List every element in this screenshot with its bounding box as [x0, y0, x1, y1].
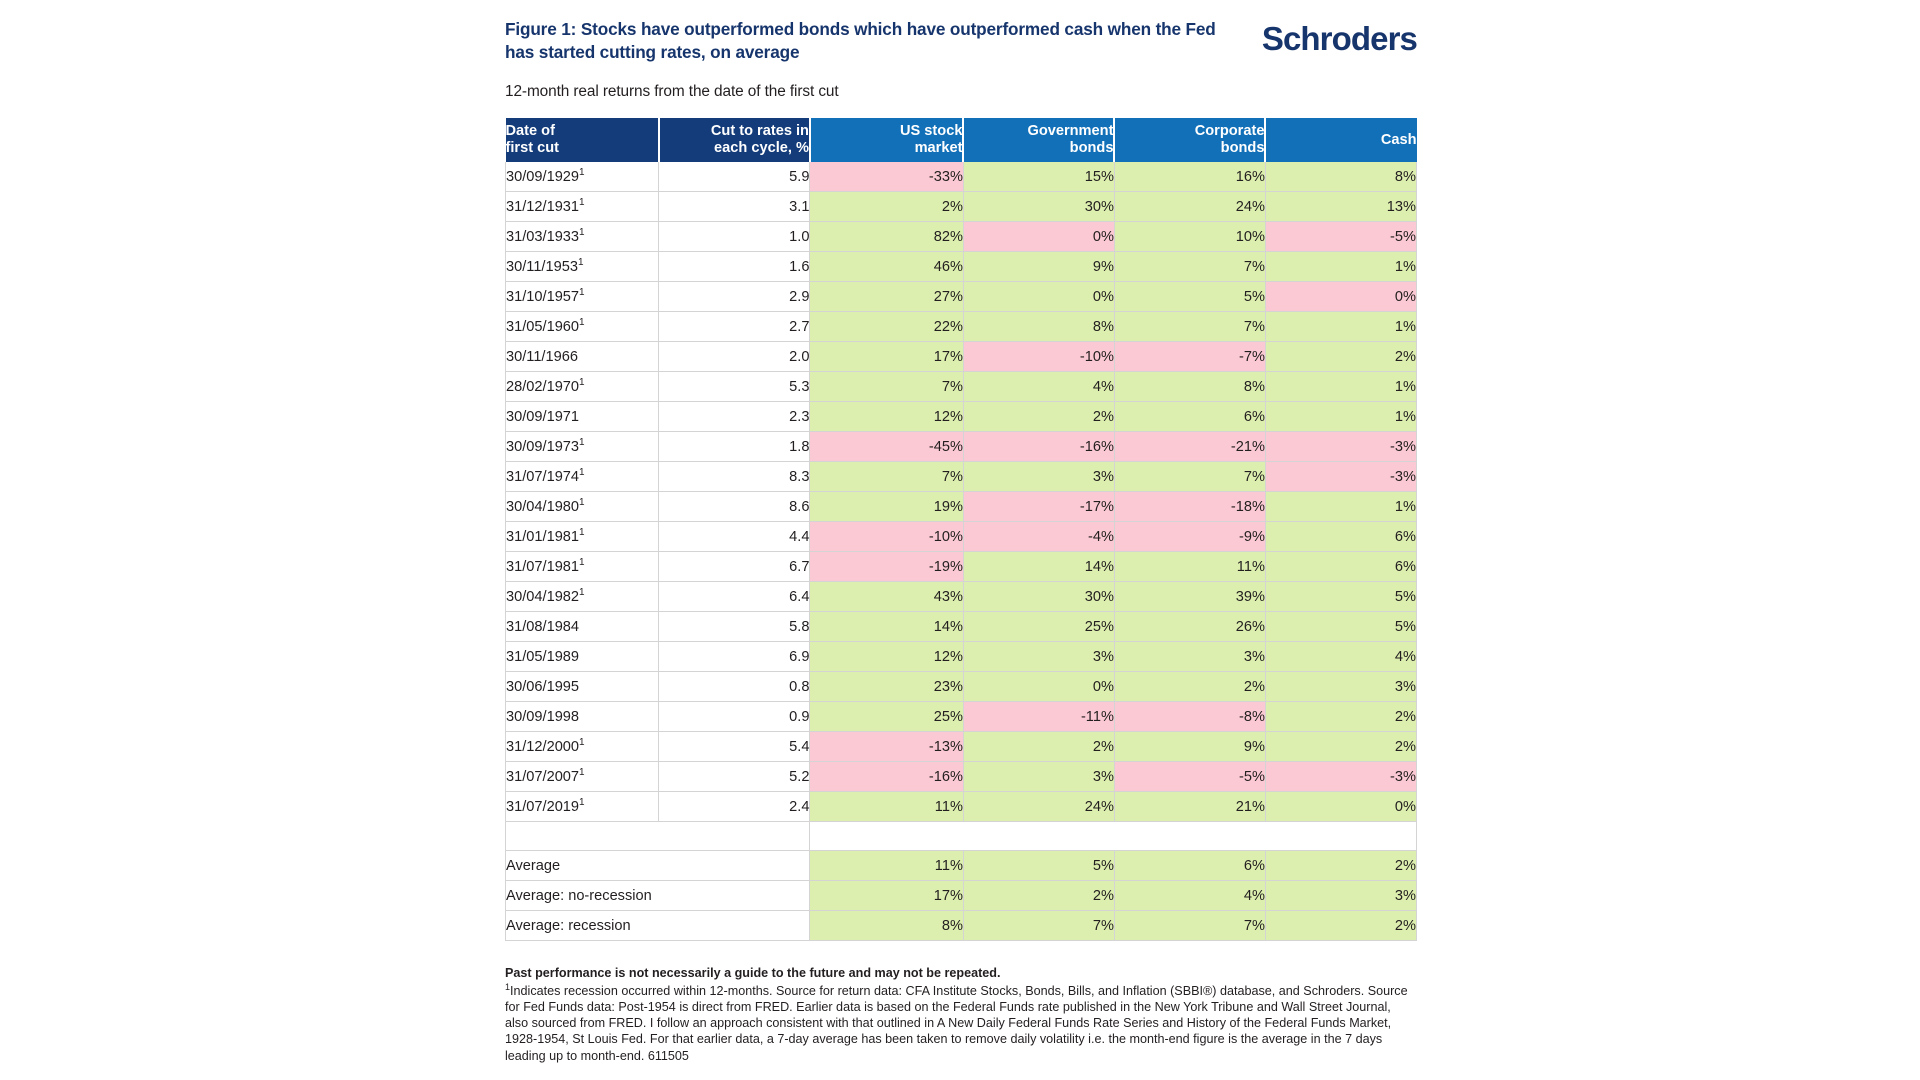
cell-return: 6%	[1114, 402, 1265, 432]
cell-return: 5%	[1265, 582, 1416, 612]
column-header-line2: each cycle, %	[714, 140, 809, 157]
cell-date: 30/06/1995	[506, 672, 659, 702]
cell-rate-cut: 0.8	[659, 672, 810, 702]
summary-value: 7%	[1114, 911, 1265, 941]
cell-return: 2%	[1265, 342, 1416, 372]
summary-row	[506, 911, 1417, 941]
spacer-cell-left	[506, 822, 810, 851]
column-header-line2: bonds	[1220, 140, 1265, 157]
cell-rate-cut: 8.3	[659, 462, 810, 492]
cell-return: -21%	[1114, 432, 1265, 462]
cell-return: 10%	[1114, 222, 1265, 252]
cell-return: 3%	[963, 762, 1114, 792]
cell-return: 30%	[963, 192, 1114, 222]
cell-return: 21%	[1114, 792, 1265, 822]
table-row	[506, 702, 1417, 732]
cell-date: 31/05/1960$^1$	[506, 312, 659, 342]
cell-return: 1%	[1265, 372, 1416, 402]
table-row	[506, 312, 1417, 342]
cell-date: 30/09/1998	[506, 702, 659, 732]
cell-return: 2%	[810, 192, 963, 222]
cell-date: 31/05/1989	[506, 642, 659, 672]
cell-return: 8%	[1265, 162, 1416, 192]
cell-return: 17%	[810, 342, 963, 372]
recession-marker: 1	[579, 767, 585, 779]
cell-return: 7%	[810, 372, 963, 402]
cell-return: -17%	[963, 492, 1114, 522]
cell-return: 24%	[963, 792, 1114, 822]
cell-return: 3%	[963, 642, 1114, 672]
column-header-line2: market	[914, 140, 963, 157]
cell-return: 5%	[1265, 612, 1416, 642]
cell-date: 31/07/2019$^1$	[506, 792, 659, 822]
table-row	[506, 582, 1417, 612]
cell-return: 2%	[1114, 672, 1265, 702]
cell-date: 31/07/1974$^1$	[506, 462, 659, 492]
cell-date: 31/12/1931$^1$	[506, 192, 659, 222]
recession-marker: 1	[579, 197, 585, 209]
summary-value: 7%	[963, 911, 1114, 941]
cell-return: 11%	[1114, 552, 1265, 582]
cell-date: 31/07/1981$^1$	[506, 552, 659, 582]
cell-return: 4%	[1265, 642, 1416, 672]
cell-return: -13%	[810, 732, 963, 762]
cell-return: 0%	[963, 672, 1114, 702]
recession-marker: 1	[579, 557, 585, 569]
cell-return: -33%	[810, 162, 963, 192]
cell-rate-cut: 3.1	[659, 192, 810, 222]
cell-return: 7%	[1114, 462, 1265, 492]
cell-return: -9%	[1114, 522, 1265, 552]
cell-return: 19%	[810, 492, 963, 522]
column-header-line1: Date of	[505, 123, 555, 140]
column-header-3[interactable]	[963, 118, 1114, 162]
cell-return: -3%	[1265, 462, 1416, 492]
cell-return: 25%	[963, 612, 1114, 642]
summary-value: 2%	[963, 881, 1114, 911]
cell-return: -16%	[963, 432, 1114, 462]
cell-return: 13%	[1265, 192, 1416, 222]
cell-return: 12%	[810, 642, 963, 672]
cell-return: -10%	[810, 522, 963, 552]
figure-container	[505, 18, 1417, 1064]
cell-return: 3%	[1265, 672, 1416, 702]
cell-date: 31/12/2000$^1$	[506, 732, 659, 762]
cell-return: -5%	[1265, 222, 1416, 252]
column-header-line1: Cash	[1380, 131, 1417, 148]
cell-rate-cut: 6.9	[659, 642, 810, 672]
returns-table	[505, 118, 1417, 941]
cell-return: -3%	[1265, 432, 1416, 462]
recession-marker: 1	[579, 587, 585, 599]
recession-marker: 1	[579, 797, 585, 809]
table-row	[506, 222, 1417, 252]
summary-value: 8%	[810, 911, 963, 941]
disclaimer-text: Past performance is not necessarily a guide to the future and may not be repeated.	[505, 966, 1001, 981]
column-header-line1: US stock	[899, 123, 963, 140]
table-row	[506, 642, 1417, 672]
column-header-line2: bonds	[1069, 140, 1114, 157]
cell-date: 28/02/1970$^1$	[506, 372, 659, 402]
table-header-row	[506, 118, 1417, 162]
cell-rate-cut: 5.3	[659, 372, 810, 402]
cell-return: -11%	[963, 702, 1114, 732]
cell-return: -4%	[963, 522, 1114, 552]
cell-return: 6%	[1265, 552, 1416, 582]
summary-value: 5%	[963, 851, 1114, 881]
summary-value: 11%	[810, 851, 963, 881]
recession-marker: 1	[577, 257, 584, 269]
cell-return: 1%	[1265, 252, 1416, 282]
cell-rate-cut: 1.6	[659, 252, 810, 282]
cell-date: 31/10/1957$^1$	[506, 282, 659, 312]
recession-marker: 1	[579, 437, 585, 449]
cell-return: 4%	[963, 372, 1114, 402]
cell-return: 1%	[1265, 312, 1416, 342]
recession-marker: 1	[579, 287, 585, 299]
cell-return: 1%	[1265, 402, 1416, 432]
cell-return: -16%	[810, 762, 963, 792]
cell-date: 30/11/1966	[506, 342, 659, 372]
table-row	[506, 792, 1417, 822]
cell-date: 31/08/1984	[506, 612, 659, 642]
cell-rate-cut: 5.9	[659, 162, 810, 192]
cell-return: -3%	[1265, 762, 1416, 792]
summary-label: Average: recession	[506, 911, 810, 941]
cell-return: 5%	[1114, 282, 1265, 312]
cell-rate-cut: 6.4	[659, 582, 810, 612]
recession-marker: 1	[579, 737, 585, 749]
cell-return: -8%	[1114, 702, 1265, 732]
cell-return: -7%	[1114, 342, 1265, 372]
cell-return: 39%	[1114, 582, 1265, 612]
summary-value: 3%	[1265, 881, 1416, 911]
recession-marker: 1	[579, 377, 585, 389]
cell-rate-cut: 2.4	[659, 792, 810, 822]
cell-return: 8%	[963, 312, 1114, 342]
schroders-logo: Schroders	[1261, 20, 1417, 57]
cell-rate-cut: 2.7	[659, 312, 810, 342]
recession-marker: 1	[579, 167, 585, 179]
cell-date: 30/09/1971	[506, 402, 659, 432]
cell-return: 26%	[1114, 612, 1265, 642]
cell-date: 30/04/1982$^1$	[506, 582, 659, 612]
table-row	[506, 372, 1417, 402]
summary-value: 4%	[1114, 881, 1265, 911]
cell-return: 14%	[963, 552, 1114, 582]
summary-label: Average: no-recession	[506, 881, 810, 911]
column-header-line1: Cut to rates in	[710, 123, 809, 140]
table-spacer-row	[506, 822, 1417, 851]
cell-return: 30%	[963, 582, 1114, 612]
spacer-cell-right	[810, 822, 1417, 851]
column-header-line1: Government	[1027, 123, 1114, 140]
cell-rate-cut: 6.7	[659, 552, 810, 582]
cell-return: 8%	[1114, 372, 1265, 402]
cell-return: 2%	[963, 402, 1114, 432]
summary-value: 17%	[810, 881, 963, 911]
cell-return: 1%	[1265, 492, 1416, 522]
cell-return: 27%	[810, 282, 963, 312]
summary-row	[506, 881, 1417, 911]
cell-return: 11%	[810, 792, 963, 822]
table-row	[506, 672, 1417, 702]
summary-value: 6%	[1114, 851, 1265, 881]
cell-rate-cut: 0.9	[659, 702, 810, 732]
table-row	[506, 762, 1417, 792]
cell-return: 14%	[810, 612, 963, 642]
table-row	[506, 552, 1417, 582]
cell-return: 82%	[810, 222, 963, 252]
table-row	[506, 732, 1417, 762]
cell-rate-cut: 8.6	[659, 492, 810, 522]
cell-rate-cut: 2.0	[659, 342, 810, 372]
source-marker: 1	[505, 981, 511, 992]
figure-header	[505, 18, 1417, 102]
column-header-4[interactable]	[1114, 118, 1265, 162]
cell-rate-cut: 5.2	[659, 762, 810, 792]
table-body	[506, 162, 1417, 941]
cell-date: 31/03/1933$^1$	[506, 222, 659, 252]
page-title: Figure 1: Stocks have outperformed bonds which have outperformed cash when the Fed has started cutting rates, on average	[505, 19, 1216, 62]
cell-rate-cut: 1.8	[659, 432, 810, 462]
cell-return: 0%	[963, 222, 1114, 252]
column-header-5[interactable]	[1265, 118, 1416, 162]
summary-value: 2%	[1265, 911, 1416, 941]
cell-return: 0%	[1265, 282, 1416, 312]
cell-date: 30/04/1980$^1$	[506, 492, 659, 522]
column-header-1[interactable]	[659, 118, 810, 162]
cell-rate-cut: 1.0	[659, 222, 810, 252]
table-row	[506, 462, 1417, 492]
column-header-2[interactable]	[810, 118, 963, 162]
cell-rate-cut: 5.4	[659, 732, 810, 762]
column-header-0[interactable]	[506, 118, 659, 162]
cell-date: 31/01/1981$^1$	[506, 522, 659, 552]
cell-return: -45%	[810, 432, 963, 462]
figure-subtitle: 12-month real returns from the date of the first cut	[505, 83, 839, 101]
source-body: Indicates recession occurred within 12-months. Source for return data: CFA Institute Stocks, Bonds, Bills, and Inflation (SBBI®) database, and Schroders. Source for Fed Funds data: Post-1954 is direct from FRED. Earlier data is based on the Federal Funds rate published in the New York Tribune and Wall Street Journal, also sourced from FRED. I follow an approach consistent with that outlined in A New Daily Federal Funds Rate Series and History of the Federal Funds Market, 1928-1954, St Louis Fed. For that earlier data, a 7-day average has been taken to remove daily volatility i.e. the month-end figure is the average in the 7 days leading up to month-end. 611505	[505, 983, 1408, 1063]
cell-return: 2%	[1265, 732, 1416, 762]
table-row	[506, 402, 1417, 432]
cell-return: 2%	[1265, 702, 1416, 732]
recession-marker: 1	[579, 227, 585, 239]
cell-rate-cut: 2.3	[659, 402, 810, 432]
table-row	[506, 162, 1417, 192]
cell-return: 46%	[810, 252, 963, 282]
recession-marker: 1	[579, 497, 585, 509]
table-row	[506, 192, 1417, 222]
cell-return: -10%	[963, 342, 1114, 372]
summary-value: 2%	[1265, 851, 1416, 881]
cell-return: 9%	[1114, 732, 1265, 762]
cell-return: 3%	[1114, 642, 1265, 672]
cell-return: 24%	[1114, 192, 1265, 222]
cell-return: 7%	[1114, 252, 1265, 282]
cell-date: 31/07/2007$^1$	[506, 762, 659, 792]
cell-rate-cut: 2.9	[659, 282, 810, 312]
table-row	[506, 342, 1417, 372]
cell-return: 6%	[1265, 522, 1416, 552]
cell-return: -18%	[1114, 492, 1265, 522]
cell-return: 9%	[963, 252, 1114, 282]
table-row	[506, 432, 1417, 462]
cell-return: 2%	[963, 732, 1114, 762]
table-row	[506, 252, 1417, 282]
table-row	[506, 522, 1417, 552]
recession-marker: 1	[579, 317, 585, 329]
column-header-line1: Corporate	[1194, 123, 1265, 140]
table-row	[506, 492, 1417, 522]
footnotes	[505, 965, 1417, 1063]
cell-rate-cut: 5.8	[659, 612, 810, 642]
cell-return: 43%	[810, 582, 963, 612]
column-header-line2: first cut	[505, 140, 560, 157]
cell-return: 7%	[810, 462, 963, 492]
summary-label: Average	[506, 851, 810, 881]
table-row	[506, 282, 1417, 312]
cell-return: -19%	[810, 552, 963, 582]
cell-return: 15%	[963, 162, 1114, 192]
summary-row	[506, 851, 1417, 881]
cell-return: -5%	[1114, 762, 1265, 792]
cell-return: 23%	[810, 672, 963, 702]
table-header	[506, 118, 1417, 162]
cell-return: 12%	[810, 402, 963, 432]
table-row	[506, 612, 1417, 642]
recession-marker: 1	[579, 527, 585, 539]
figure-header-text	[505, 18, 1217, 102]
cell-date: 30/09/1929$^1$	[506, 162, 659, 192]
cell-return: 7%	[1114, 312, 1265, 342]
cell-return: 0%	[1265, 792, 1416, 822]
cell-date: 30/11/1953$^1$	[506, 252, 659, 282]
cell-return: 0%	[963, 282, 1114, 312]
recession-marker: 1	[579, 467, 585, 479]
cell-return: 3%	[963, 462, 1114, 492]
cell-return: 16%	[1114, 162, 1265, 192]
cell-return: 22%	[810, 312, 963, 342]
source-text	[505, 983, 1417, 1064]
cell-date: 30/09/1973$^1$	[506, 432, 659, 462]
cell-return: 25%	[810, 702, 963, 732]
cell-rate-cut: 4.4	[659, 522, 810, 552]
